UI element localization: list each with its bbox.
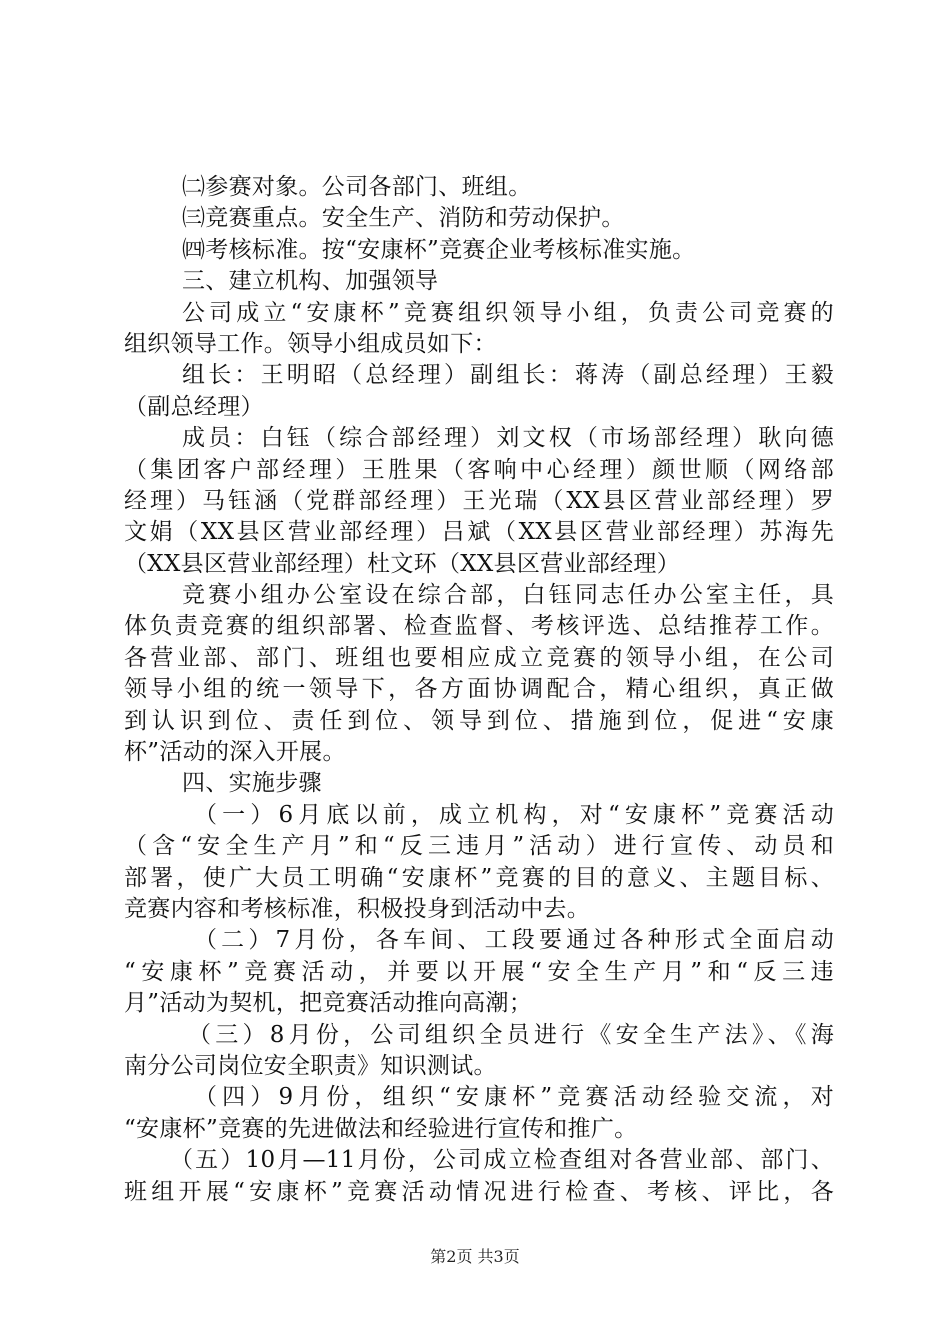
text-line: 杯”活动的深入开展。	[124, 739, 346, 766]
section-heading: 四、实施步骤	[182, 770, 322, 797]
text-line: （二）7月份，各车间、工段要通过各种形式全面启动	[194, 927, 834, 954]
text-line: 组长：王明昭（总经理）副组长：蒋涛（副总经理）王毅	[182, 362, 834, 389]
section-heading: 三、建立机构、加强领导	[182, 268, 439, 295]
text-line: 竞赛内容和考核标准，积极投身到活动中去。	[124, 895, 590, 922]
text-line: “安康杯”竞赛活动，并要以开展“安全生产月”和“反三违	[124, 958, 834, 985]
text-line: 公司成立“安康杯”竞赛组织领导小组，负责公司竞赛的	[182, 299, 834, 326]
text-line: （含“安全生产月”和“反三违月”活动）进行宣传、动员和	[124, 833, 834, 860]
text-line: ㈣考核标准。按“安康杯”竞赛企业考核标准实施。	[182, 236, 696, 263]
text-line: ㈡参赛对象。公司各部门、班组。	[182, 174, 532, 200]
text-line: （五）10月—11月份，公司成立检查组对各营业部、部门、	[170, 1147, 834, 1174]
text-line: 竞赛小组办公室设在综合部，白钰同志任办公室主任，具	[182, 582, 834, 609]
text-line: 经理）马钰涵（党群部经理）王光瑞（XX县区营业部经理）罗	[124, 487, 834, 514]
text-line: 部署，使广大员工明确“安康杯”竞赛的目的意义、主题目标、	[124, 864, 834, 891]
text-line: （三）8月份，公司组织全员进行《安全生产法》、《海	[188, 1021, 834, 1048]
text-line: 体负责竞赛的组织部署、检查监督、考核评选、总结推荐工作。	[124, 613, 834, 640]
text-line: ㈢竞赛重点。安全生产、消防和劳动保护。	[182, 205, 625, 232]
text-line: 到认识到位、责任到位、领导到位、措施到位，促进“安康	[124, 707, 834, 734]
text-line: （副总经理）	[124, 393, 264, 420]
text-line: （一）6月底以前，成立机构，对“安康杯”竞赛活动	[194, 801, 834, 828]
text-line: 月”活动为契机，把竞赛活动推向高潮；	[124, 990, 533, 1017]
text-line: 各营业部、部门、班组也要相应成立竞赛的领导小组，在公司	[124, 644, 834, 671]
text-line: 成员：白钰（综合部经理）刘文权（市场部经理）耿向德	[182, 425, 834, 452]
text-line: 班组开展“安康杯”竞赛活动情况进行检查、考核、评比，各	[124, 1178, 834, 1205]
page-number-footer: 第2页 共3页	[430, 1247, 520, 1266]
text-line: 南分公司岗位安全职责》知识测试。	[124, 1052, 497, 1079]
text-line: （XX县区营业部经理）杜文环（XX县区营业部经理）	[124, 550, 680, 577]
text-line: 领导小组的统一领导下，各方面协调配合，精心组织，真正做	[124, 676, 834, 703]
text-line: （四）9月份，组织“安康杯”竞赛活动经验交流，对	[194, 1084, 834, 1111]
text-line: （集团客户部经理）王胜果（客响中心经理）颜世顺（网络部	[124, 456, 834, 483]
text-line: 文娟（XX县区营业部经理）吕斌（XX县区营业部经理）苏海先	[124, 519, 834, 546]
document-body	[124, 172, 834, 1208]
text-line: 组织领导工作。领导小组成员如下：	[124, 330, 497, 357]
text-line: “安康杯”竞赛的先进做法和经验进行宣传和推广。	[124, 1115, 638, 1142]
